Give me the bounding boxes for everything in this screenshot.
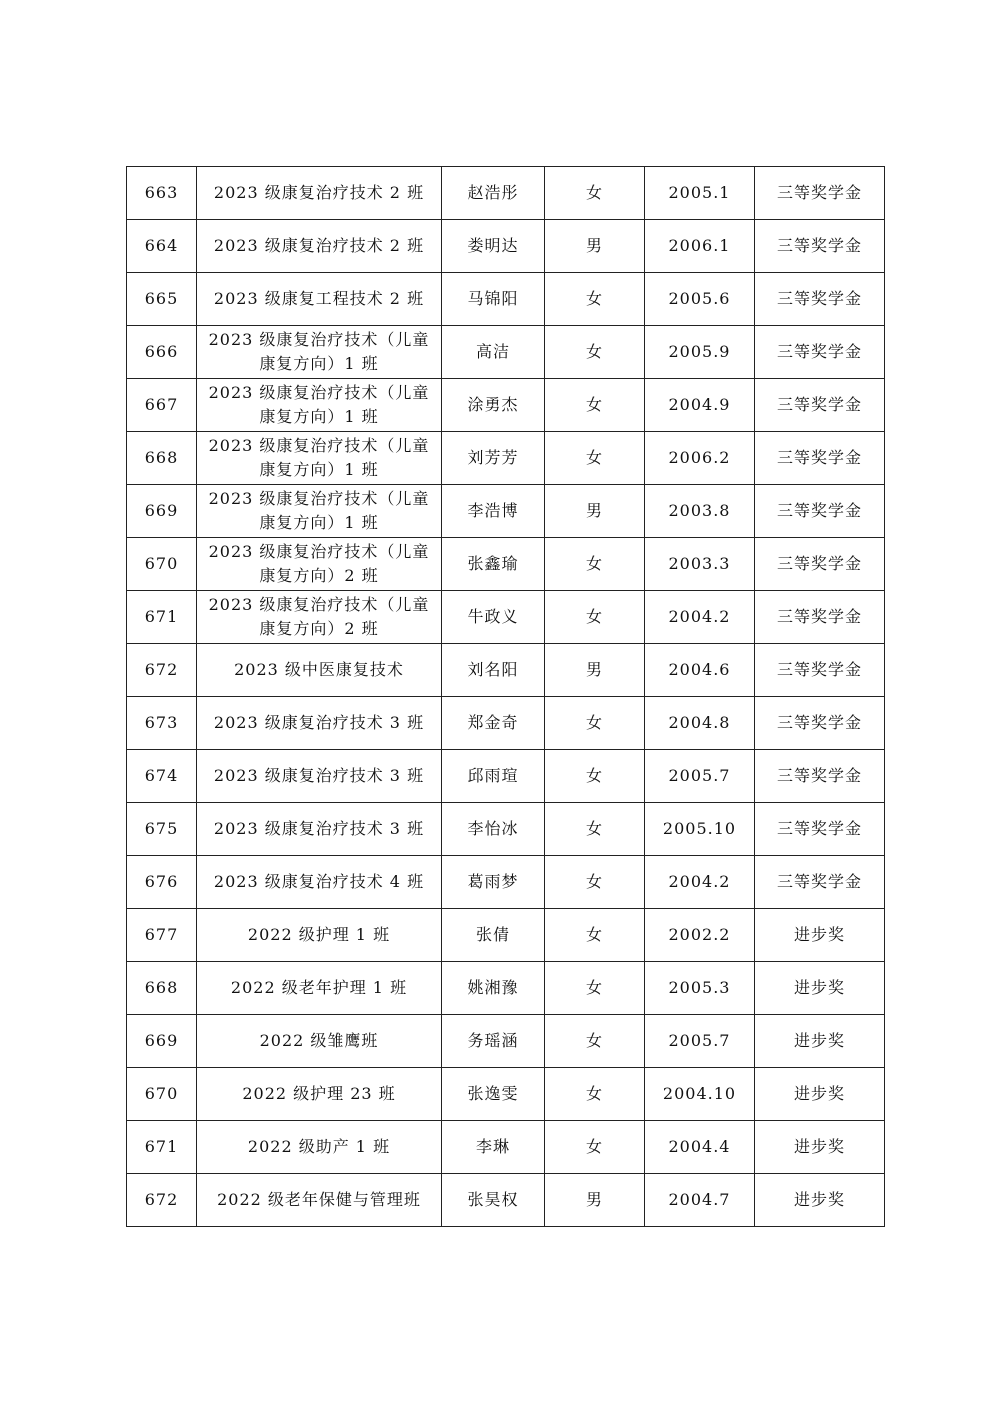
gender-cell: 女 — [545, 697, 645, 750]
birth-date-cell: 2006.1 — [645, 220, 755, 273]
row-number-cell: 668 — [127, 432, 197, 485]
class-name-cell: 2023 级康复治疗技术（儿童康复方向）2 班 — [197, 591, 442, 644]
birth-date-cell: 2004.8 — [645, 697, 755, 750]
class-name-cell: 2022 级老年保健与管理班 — [197, 1174, 442, 1227]
class-name-cell: 2023 级康复治疗技术 2 班 — [197, 167, 442, 220]
gender-cell: 男 — [545, 485, 645, 538]
table-row — [127, 1068, 885, 1121]
birth-date-cell: 2005.1 — [645, 167, 755, 220]
award-type-cell: 三等奖学金 — [755, 856, 885, 909]
gender-cell: 女 — [545, 167, 645, 220]
table-body — [127, 167, 885, 1227]
student-name-cell: 刘芳芳 — [442, 432, 545, 485]
student-name-cell: 张鑫瑜 — [442, 538, 545, 591]
student-name-cell: 姚湘豫 — [442, 962, 545, 1015]
student-name-cell: 李琳 — [442, 1121, 545, 1174]
gender-cell: 女 — [545, 856, 645, 909]
student-name-cell: 邱雨瑄 — [442, 750, 545, 803]
award-type-cell: 三等奖学金 — [755, 220, 885, 273]
row-number-cell: 669 — [127, 1015, 197, 1068]
birth-date-cell: 2005.3 — [645, 962, 755, 1015]
student-name-cell: 张逸雯 — [442, 1068, 545, 1121]
gender-cell: 女 — [545, 379, 645, 432]
row-number-cell: 675 — [127, 803, 197, 856]
class-name-cell: 2023 级康复治疗技术（儿童康复方向）1 班 — [197, 379, 442, 432]
student-name-cell: 赵浩彤 — [442, 167, 545, 220]
award-type-cell: 三等奖学金 — [755, 644, 885, 697]
gender-cell: 女 — [545, 962, 645, 1015]
row-number-cell: 673 — [127, 697, 197, 750]
table-row — [127, 432, 885, 485]
row-number-cell: 676 — [127, 856, 197, 909]
award-type-cell: 三等奖学金 — [755, 750, 885, 803]
class-name-cell: 2023 级康复治疗技术 2 班 — [197, 220, 442, 273]
student-name-cell: 李浩博 — [442, 485, 545, 538]
row-number-cell: 667 — [127, 379, 197, 432]
gender-cell: 女 — [545, 803, 645, 856]
class-name-cell: 2022 级护理 23 班 — [197, 1068, 442, 1121]
birth-date-cell: 2004.7 — [645, 1174, 755, 1227]
birth-date-cell: 2006.2 — [645, 432, 755, 485]
award-type-cell: 三等奖学金 — [755, 379, 885, 432]
award-type-cell: 三等奖学金 — [755, 273, 885, 326]
class-name-cell: 2022 级老年护理 1 班 — [197, 962, 442, 1015]
gender-cell: 女 — [545, 326, 645, 379]
student-name-cell: 李怡冰 — [442, 803, 545, 856]
class-name-cell: 2023 级康复治疗技术 3 班 — [197, 803, 442, 856]
gender-cell: 女 — [545, 750, 645, 803]
class-name-cell: 2022 级雏鹰班 — [197, 1015, 442, 1068]
award-type-cell: 三等奖学金 — [755, 591, 885, 644]
table-row — [127, 644, 885, 697]
row-number-cell: 672 — [127, 1174, 197, 1227]
class-name-cell: 2022 级助产 1 班 — [197, 1121, 442, 1174]
birth-date-cell: 2004.4 — [645, 1121, 755, 1174]
birth-date-cell: 2004.9 — [645, 379, 755, 432]
award-type-cell: 三等奖学金 — [755, 697, 885, 750]
award-type-cell: 进步奖 — [755, 962, 885, 1015]
table-row — [127, 909, 885, 962]
table-row — [127, 591, 885, 644]
row-number-cell: 670 — [127, 538, 197, 591]
table-row — [127, 379, 885, 432]
award-roster-table — [126, 166, 885, 1227]
table-row — [127, 485, 885, 538]
row-number-cell: 664 — [127, 220, 197, 273]
row-number-cell: 672 — [127, 644, 197, 697]
row-number-cell: 674 — [127, 750, 197, 803]
table-row — [127, 326, 885, 379]
birth-date-cell: 2003.3 — [645, 538, 755, 591]
row-number-cell: 666 — [127, 326, 197, 379]
class-name-cell: 2023 级康复工程技术 2 班 — [197, 273, 442, 326]
table-row — [127, 750, 885, 803]
student-name-cell: 涂勇杰 — [442, 379, 545, 432]
row-number-cell: 668 — [127, 962, 197, 1015]
birth-date-cell: 2004.2 — [645, 856, 755, 909]
award-type-cell: 进步奖 — [755, 1174, 885, 1227]
birth-date-cell: 2005.6 — [645, 273, 755, 326]
class-name-cell: 2023 级康复治疗技术（儿童康复方向）1 班 — [197, 326, 442, 379]
gender-cell: 男 — [545, 644, 645, 697]
student-name-cell: 务瑶涵 — [442, 1015, 545, 1068]
award-type-cell: 进步奖 — [755, 1068, 885, 1121]
award-type-cell: 进步奖 — [755, 909, 885, 962]
student-name-cell: 高洁 — [442, 326, 545, 379]
gender-cell: 女 — [545, 1121, 645, 1174]
student-name-cell: 张倩 — [442, 909, 545, 962]
birth-date-cell: 2004.2 — [645, 591, 755, 644]
award-type-cell: 三等奖学金 — [755, 485, 885, 538]
row-number-cell: 670 — [127, 1068, 197, 1121]
award-type-cell: 进步奖 — [755, 1121, 885, 1174]
table-row — [127, 803, 885, 856]
birth-date-cell: 2005.9 — [645, 326, 755, 379]
award-type-cell: 进步奖 — [755, 1015, 885, 1068]
table-row — [127, 538, 885, 591]
table-row — [127, 273, 885, 326]
gender-cell: 女 — [545, 591, 645, 644]
birth-date-cell: 2004.10 — [645, 1068, 755, 1121]
class-name-cell: 2022 级护理 1 班 — [197, 909, 442, 962]
class-name-cell: 2023 级康复治疗技术 3 班 — [197, 750, 442, 803]
gender-cell: 女 — [545, 538, 645, 591]
student-name-cell: 郑金奇 — [442, 697, 545, 750]
birth-date-cell: 2005.7 — [645, 1015, 755, 1068]
birth-date-cell: 2005.7 — [645, 750, 755, 803]
birth-date-cell: 2004.6 — [645, 644, 755, 697]
class-name-cell: 2023 级康复治疗技术 3 班 — [197, 697, 442, 750]
student-name-cell: 葛雨梦 — [442, 856, 545, 909]
student-name-cell: 马锦阳 — [442, 273, 545, 326]
class-name-cell: 2023 级康复治疗技术（儿童康复方向）2 班 — [197, 538, 442, 591]
award-type-cell: 三等奖学金 — [755, 167, 885, 220]
row-number-cell: 677 — [127, 909, 197, 962]
table-row — [127, 962, 885, 1015]
table-row — [127, 1015, 885, 1068]
student-name-cell: 牛政义 — [442, 591, 545, 644]
table-row — [127, 1174, 885, 1227]
class-name-cell: 2023 级康复治疗技术 4 班 — [197, 856, 442, 909]
row-number-cell: 663 — [127, 167, 197, 220]
gender-cell: 女 — [545, 1015, 645, 1068]
award-type-cell: 三等奖学金 — [755, 326, 885, 379]
table-row — [127, 1121, 885, 1174]
row-number-cell: 671 — [127, 1121, 197, 1174]
award-type-cell: 三等奖学金 — [755, 803, 885, 856]
table-row — [127, 856, 885, 909]
student-name-cell: 娄明达 — [442, 220, 545, 273]
award-type-cell: 三等奖学金 — [755, 538, 885, 591]
class-name-cell: 2023 级康复治疗技术（儿童康复方向）1 班 — [197, 432, 442, 485]
birth-date-cell: 2003.8 — [645, 485, 755, 538]
class-name-cell: 2023 级中医康复技术 — [197, 644, 442, 697]
table-row — [127, 167, 885, 220]
student-name-cell: 张昊权 — [442, 1174, 545, 1227]
row-number-cell: 665 — [127, 273, 197, 326]
award-type-cell: 三等奖学金 — [755, 432, 885, 485]
gender-cell: 女 — [545, 1068, 645, 1121]
table-row — [127, 220, 885, 273]
gender-cell: 女 — [545, 273, 645, 326]
gender-cell: 女 — [545, 909, 645, 962]
student-name-cell: 刘名阳 — [442, 644, 545, 697]
row-number-cell: 671 — [127, 591, 197, 644]
table-row — [127, 697, 885, 750]
gender-cell: 女 — [545, 432, 645, 485]
class-name-cell: 2023 级康复治疗技术（儿童康复方向）1 班 — [197, 485, 442, 538]
row-number-cell: 669 — [127, 485, 197, 538]
gender-cell: 男 — [545, 1174, 645, 1227]
birth-date-cell: 2005.10 — [645, 803, 755, 856]
gender-cell: 男 — [545, 220, 645, 273]
birth-date-cell: 2002.2 — [645, 909, 755, 962]
